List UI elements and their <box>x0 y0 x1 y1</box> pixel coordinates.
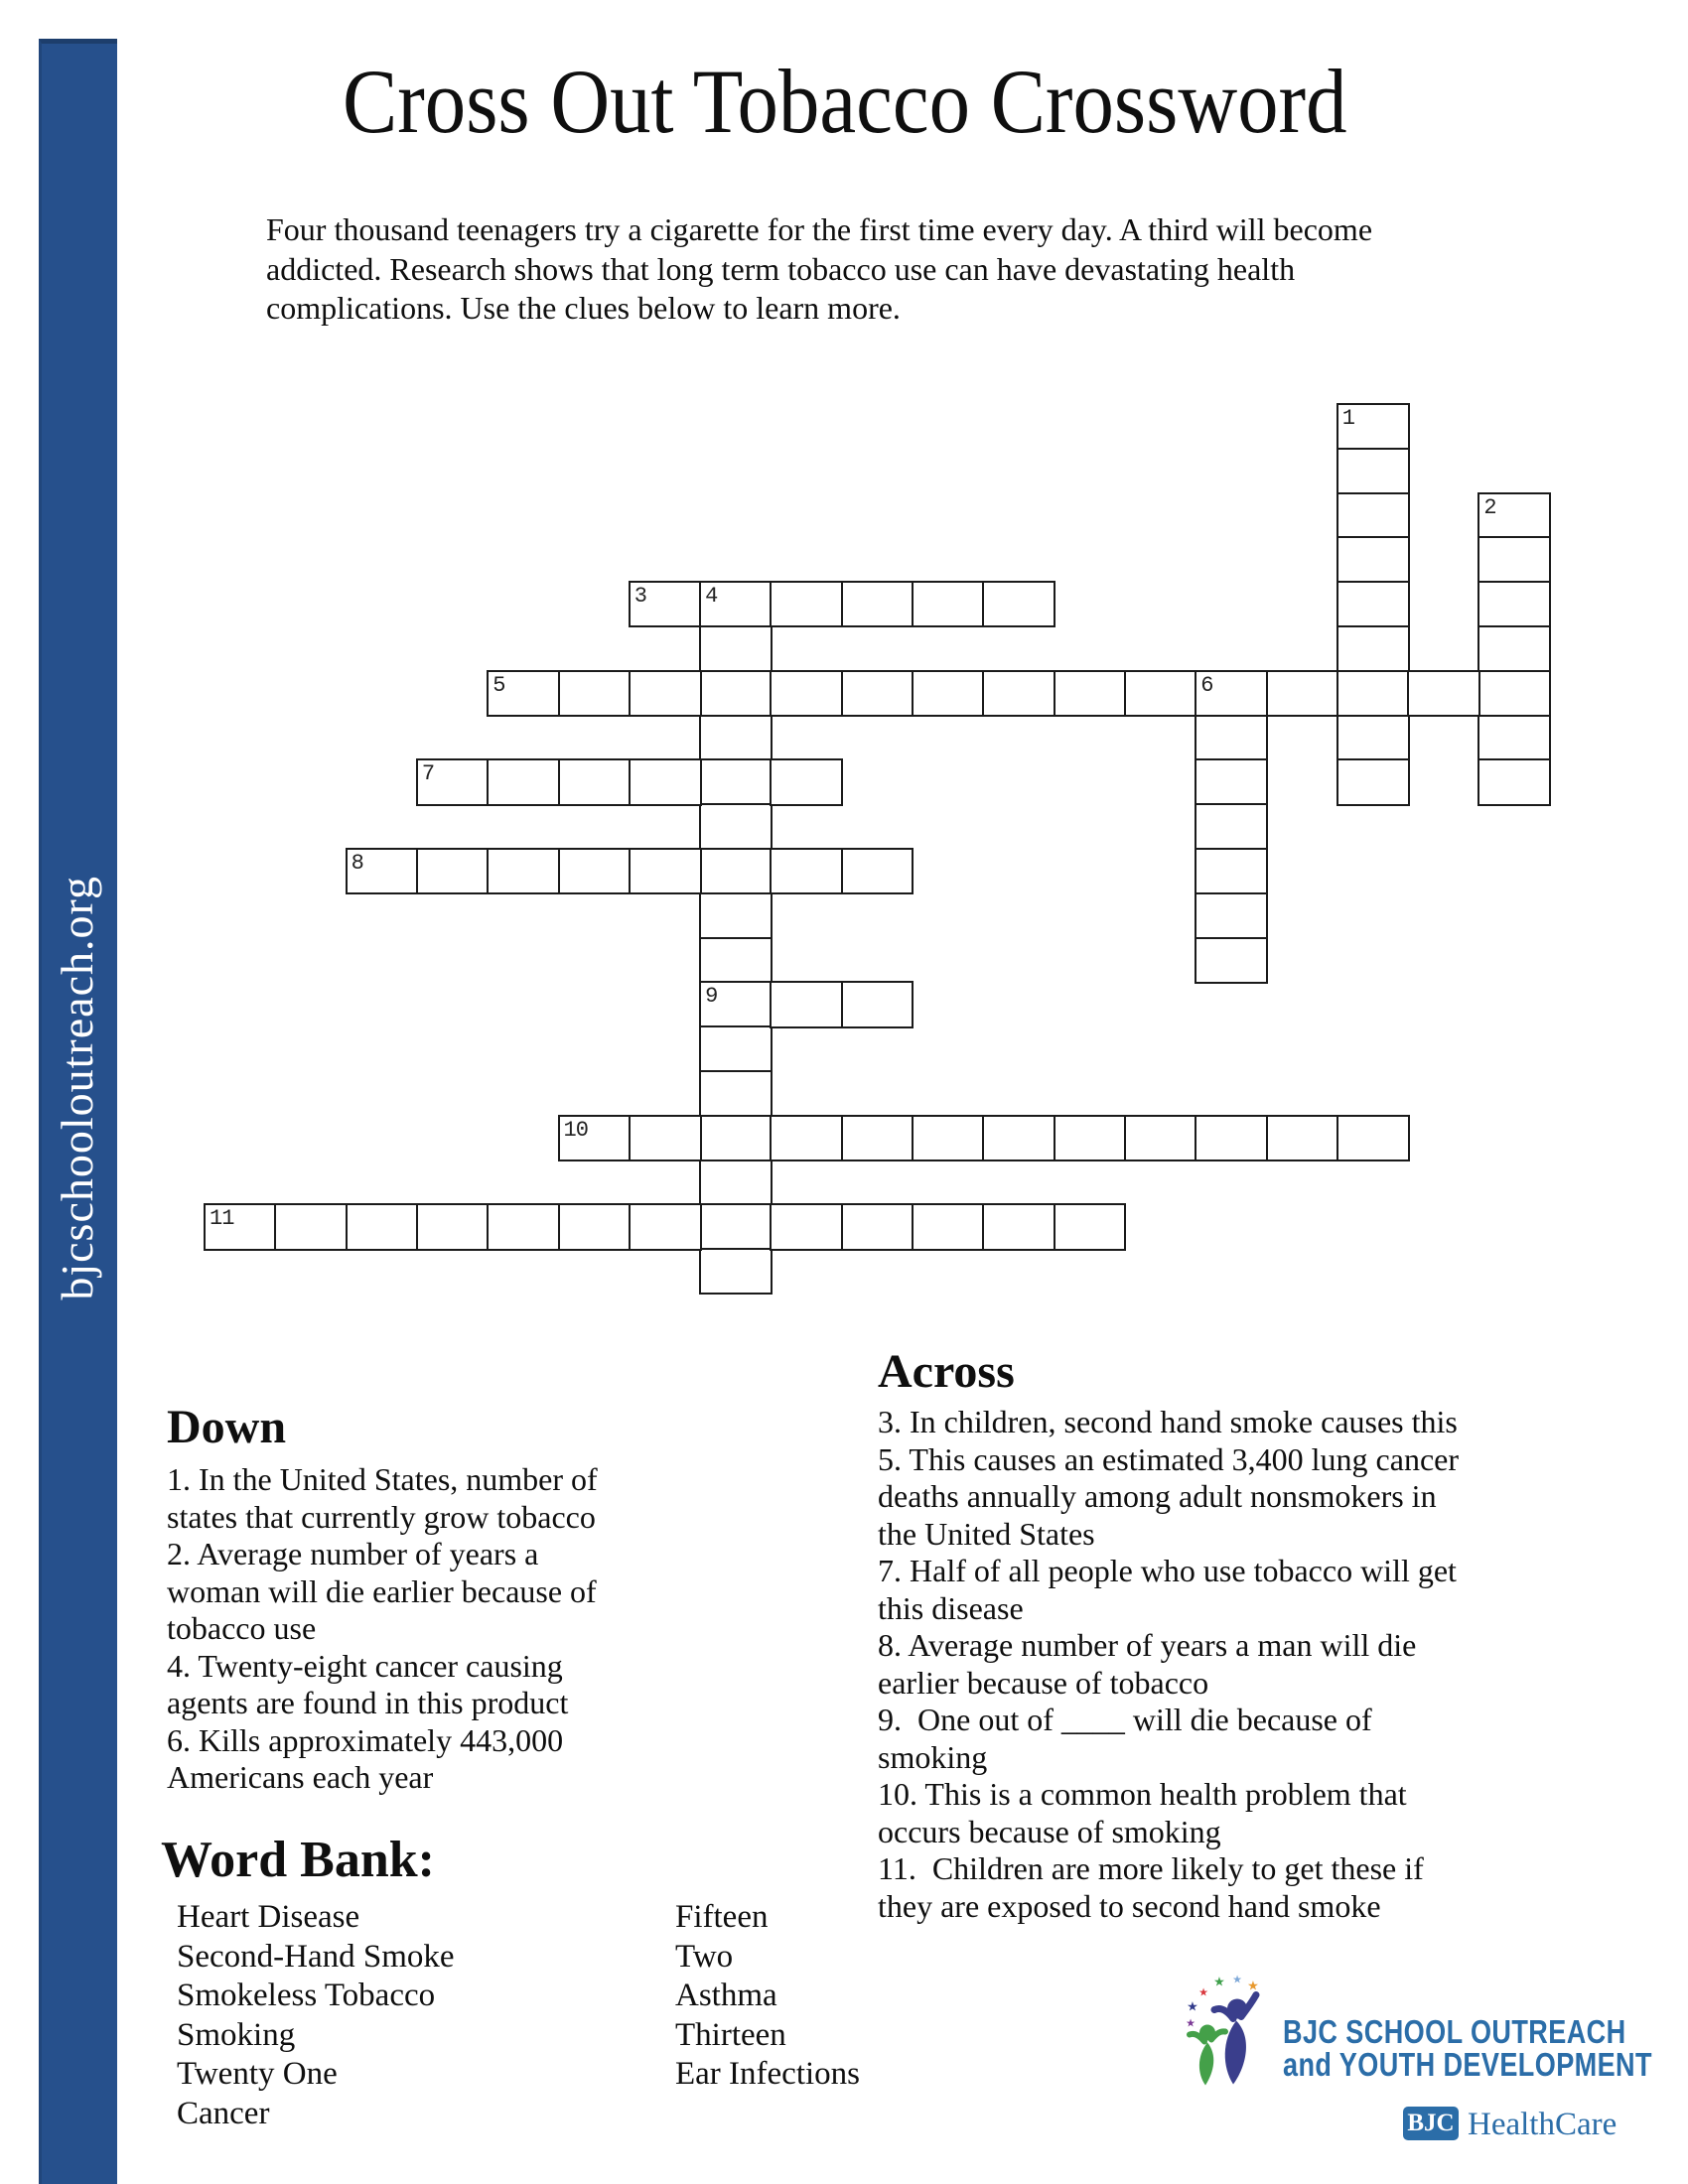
logo-text-line1: BJC SCHOOL OUTREACH <box>1283 2013 1626 2050</box>
logo-star-icon: ★ <box>1187 1998 1198 2014</box>
crossword-clue-number: 3 <box>633 584 646 610</box>
crossword-cell <box>699 758 773 805</box>
intro-line: addicted. Research shows that long term tobacco use can have devastating health <box>266 250 1296 287</box>
crossword-clue-number: 4 <box>705 584 718 610</box>
word-bank-item: Fifteen <box>675 1899 769 1935</box>
logo-star-icon: ★ <box>1247 1978 1259 1993</box>
crossword-clue-number: 11 <box>210 1206 234 1232</box>
crossword-cell <box>1195 892 1268 939</box>
across-clue-line: 7. Half of all people who use tobacco will get <box>878 1553 1457 1588</box>
across-clue-line: this disease <box>878 1589 1024 1626</box>
crossword-cell <box>558 848 632 894</box>
crossword-cell <box>770 758 843 805</box>
crossword-cell <box>841 981 914 1027</box>
crossword-cell <box>912 1115 985 1161</box>
crossword-cell <box>1336 758 1410 805</box>
crossword-cell <box>558 1115 632 1161</box>
intro-line: complications. Use the clues below to learn more. <box>266 290 901 326</box>
across-heading: Across <box>878 1345 1015 1398</box>
logo-star-icon: ★ <box>1213 1974 1225 1989</box>
crossword-cell <box>982 670 1055 717</box>
crossword-cell <box>699 892 773 939</box>
crossword-cell <box>699 937 773 984</box>
across-clue-line: the United States <box>878 1515 1095 1552</box>
word-bank-heading: Word Bank: <box>161 1832 435 1888</box>
bjc-healthcare-badge: BJC <box>1403 2107 1459 2140</box>
crossword-cell <box>770 581 843 627</box>
crossword-clue-number: 6 <box>1200 672 1213 698</box>
down-clue-line: tobacco use <box>167 1610 317 1646</box>
word-bank-item: Heart Disease <box>177 1899 360 1935</box>
crossword-cell <box>699 581 773 627</box>
crossword-cell <box>770 981 843 1027</box>
down-clue-line: woman will die earlier because of <box>167 1572 597 1609</box>
word-bank-item: Ear Infections <box>675 2056 860 2092</box>
crossword-cell <box>1477 670 1551 717</box>
crossword-cell <box>1477 492 1551 539</box>
logo-star-icon: ★ <box>1232 1974 1242 1986</box>
word-bank-item: Asthma <box>675 1978 777 2013</box>
logo-text-line2: and YOUTH DEVELOPMENT <box>1283 2046 1652 2083</box>
crossword-cell <box>699 1025 773 1072</box>
down-clue-line: 4. Twenty-eight cancer causing <box>167 1647 563 1684</box>
down-clue-line: 6. Kills approximately 443,000 <box>167 1721 564 1758</box>
crossword-cell <box>1336 448 1410 494</box>
crossword-cell <box>841 1203 914 1250</box>
crossword-cell <box>1336 715 1410 761</box>
crossword-cell <box>841 848 914 894</box>
down-clue-line: states that currently grow tobacco <box>167 1498 596 1535</box>
word-bank-item: Twenty One <box>177 2056 338 2092</box>
crossword-cell <box>699 1160 773 1206</box>
crossword-cell <box>346 1203 419 1250</box>
crossword-cell <box>1054 1203 1127 1250</box>
crossword-cell <box>629 848 702 894</box>
sidebar-url-text: bjcschooloutreach.org <box>51 876 102 1300</box>
word-bank-item: Smoking <box>177 2016 296 2053</box>
across-clue-line: 5. This causes an estimated 3,400 lung cancer <box>878 1440 1460 1477</box>
crossword-cell <box>982 1203 1055 1250</box>
crossword-cell <box>274 1203 348 1250</box>
crossword-cell <box>487 758 560 805</box>
logo-star-icon: ★ <box>1186 2017 1196 2030</box>
logo-star-icon: ★ <box>1198 1986 1208 1999</box>
green-figure-left-arm <box>1190 2034 1204 2042</box>
crossword-cell <box>770 670 843 717</box>
crossword-cell <box>699 981 773 1027</box>
across-clue-line: 3. In children, second hand smoke causes this <box>878 1404 1458 1439</box>
crossword-cell <box>1195 670 1268 717</box>
crossword-clue-number: 1 <box>1341 406 1354 431</box>
crossword-cell <box>1477 536 1551 583</box>
crossword-cell <box>1336 403 1410 450</box>
crossword-cell <box>487 670 560 717</box>
word-bank-column-1 <box>177 1898 455 2133</box>
across-clue-line: earlier because of tobacco <box>878 1664 1209 1701</box>
crossword-cell <box>204 1203 277 1250</box>
crossword-cell <box>770 1115 843 1161</box>
crossword-cell <box>912 670 985 717</box>
across-clue-line: 11. Children are more likely to get these if <box>878 1850 1424 1886</box>
crossword-cell <box>841 581 914 627</box>
crossword-cell <box>1336 492 1410 539</box>
crossword-cell <box>1195 1115 1268 1161</box>
crossword-cell <box>416 1203 490 1250</box>
crossword-cell <box>1477 715 1551 761</box>
bjc-healthcare-wordmark: HealthCare <box>1468 2107 1618 2142</box>
crossword-cell <box>1195 848 1268 894</box>
crossword-cell <box>841 670 914 717</box>
crossword-cell <box>1195 937 1268 984</box>
word-bank-item: Two <box>675 1938 734 1975</box>
crossword-cell <box>699 625 773 672</box>
crossword-clue-number: 5 <box>492 672 505 698</box>
across-clue-line: 8. Average number of years a man will die <box>878 1627 1417 1663</box>
crossword-cell <box>558 758 632 805</box>
crossword-cell <box>629 670 702 717</box>
intro-paragraph <box>266 210 1372 329</box>
bjc-school-outreach-logo-icon <box>1182 1964 1281 2097</box>
crossword-cell <box>1195 758 1268 805</box>
down-clue-line: Americans each year <box>167 1759 434 1795</box>
crossword-cell <box>699 1115 773 1161</box>
green-figure-body <box>1199 2043 1213 2086</box>
page-title: Cross Out Tobacco Crossword <box>343 51 1347 152</box>
bjc-school-outreach-logo-text <box>1283 2015 1652 2081</box>
across-clue-line: deaths annually among adult nonsmokers in <box>878 1478 1437 1514</box>
crossword-cell <box>629 1203 702 1250</box>
crossword-cell <box>416 758 490 805</box>
crossword-cell <box>1336 536 1410 583</box>
crossword-cell <box>1336 1115 1410 1161</box>
across-clue-line: smoking <box>878 1738 988 1775</box>
crossword-cell <box>1266 670 1339 717</box>
crossword-cell <box>699 1248 773 1295</box>
crossword-cell <box>982 581 1055 627</box>
word-bank-item: Thirteen <box>675 2016 786 2053</box>
across-clues <box>878 1404 1459 1925</box>
crossword-cell <box>699 715 773 761</box>
word-bank-item: Cancer <box>177 2095 270 2131</box>
crossword-cell <box>558 1203 632 1250</box>
crossword-cell <box>770 1203 843 1250</box>
crossword-cell <box>841 1115 914 1161</box>
down-heading: Down <box>167 1401 287 1453</box>
down-clue-line: 1. In the United States, number of <box>167 1461 598 1497</box>
crossword-cell <box>487 848 560 894</box>
crossword-cell <box>1266 1115 1339 1161</box>
crossword-cell <box>1124 670 1197 717</box>
crossword-cell <box>1336 625 1410 672</box>
crossword-clue-number: 9 <box>705 984 718 1010</box>
crossword-cell <box>416 848 490 894</box>
crossword-cell <box>770 848 843 894</box>
down-clues <box>167 1461 598 1797</box>
crossword-cell <box>699 1203 773 1250</box>
crossword-cell <box>1336 670 1410 717</box>
down-clue-line: 2. Average number of years a <box>167 1536 539 1571</box>
crossword-cell <box>699 848 773 894</box>
crossword-cell <box>982 1115 1055 1161</box>
crossword-clue-number: 2 <box>1483 494 1496 520</box>
word-bank-column-2 <box>675 1898 860 2095</box>
crossword-cell <box>629 758 702 805</box>
crossword-cell <box>487 1203 560 1250</box>
crossword-cell <box>912 581 985 627</box>
across-clue-line: occurs because of smoking <box>878 1813 1221 1849</box>
across-clue-line: 10. This is a common health problem that <box>878 1776 1407 1812</box>
crossword-cell <box>1477 625 1551 672</box>
crossword-cell <box>1195 803 1268 850</box>
crossword-cell <box>629 1115 702 1161</box>
crossword-cell <box>1336 581 1410 627</box>
crossword-clue-number: 10 <box>563 1117 588 1143</box>
crossword-cell <box>346 848 419 894</box>
crossword-cell <box>699 803 773 850</box>
crossword-cell <box>558 670 632 717</box>
crossword-clue-number: 7 <box>421 761 435 787</box>
crossword-cell <box>912 1203 985 1250</box>
crossword-cell <box>629 581 702 627</box>
crossword-cell <box>1054 1115 1127 1161</box>
crossword-clue-number: 8 <box>351 851 363 876</box>
crossword-cell <box>1124 1115 1197 1161</box>
word-bank-item: Second-Hand Smoke <box>177 1938 455 1975</box>
crossword-cell <box>699 1070 773 1117</box>
across-clue-line: 9. One out of ____ will die because of <box>878 1702 1372 1737</box>
down-clue-line: agents are found in this product <box>167 1685 569 1720</box>
crossword-cell <box>699 670 773 717</box>
crossword-cell <box>1477 581 1551 627</box>
crossword-cell <box>1054 670 1127 717</box>
crossword-cell <box>1477 758 1551 805</box>
sidebar-url <box>39 840 114 1336</box>
word-bank-item: Smokeless Tobacco <box>177 1978 436 2013</box>
crossword-cell <box>1407 670 1480 717</box>
crossword-cell <box>1195 715 1268 761</box>
navy-figure-body <box>1225 2021 1246 2085</box>
intro-line: Four thousand teenagers try a cigarette for the first time every day. A third will become <box>266 211 1373 247</box>
across-clue-line: they are exposed to second hand smoke <box>878 1887 1381 1924</box>
